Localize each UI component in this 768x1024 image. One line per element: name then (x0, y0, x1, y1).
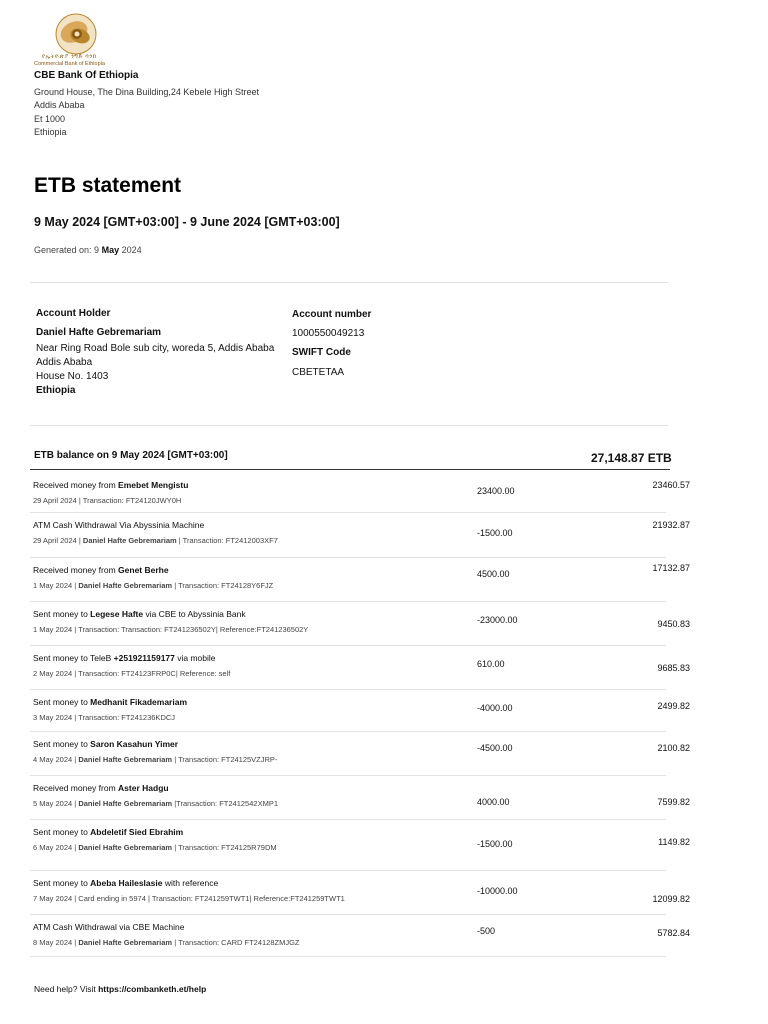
transaction-amount: 610.00 (477, 659, 505, 669)
transaction-amount: -500 (477, 926, 496, 936)
transaction-row (30, 821, 690, 865)
transaction-description: Received money from Aster Hadgu (33, 783, 169, 793)
logo-amharic-text: የኢትዮጵያ ንግድ ባንክ (42, 54, 97, 60)
transaction-description: Sent money to Abdeletif Sied Ebrahim (33, 827, 184, 837)
row-divider (30, 819, 666, 820)
transaction-balance: 2100.82 (657, 743, 690, 753)
transaction-amount: -4000.00 (477, 703, 513, 713)
transaction-row (30, 603, 690, 647)
transaction-row (30, 691, 690, 735)
bank-logo (34, 12, 124, 68)
bank-address-line: Addis Ababa (34, 100, 85, 110)
transaction-amount: -1500.00 (477, 528, 513, 538)
help-footer (34, 984, 206, 994)
transaction-row (30, 514, 690, 558)
row-divider (30, 601, 666, 602)
transaction-balance: 9450.83 (657, 619, 690, 629)
account-holder-label: Account Holder (36, 308, 111, 319)
transaction-meta: 3 May 2024 | Transaction: FT241236KDCJ (33, 713, 176, 722)
transaction-meta: 1 May 2024 | Transaction: Transaction: FT241236502Y| Reference:FT241236502Y (33, 625, 309, 634)
account-number-label: Account number (292, 309, 372, 320)
transaction-row (30, 872, 690, 916)
transaction-meta: 8 May 2024 | Daniel Hafte Gebremariam | Transaction: CARD FT24128ZMJGZ (33, 938, 300, 947)
row-divider (30, 512, 666, 513)
transaction-description: Sent money to Saron Kasahun Yimer (33, 739, 179, 749)
holder-country: Ethiopia (36, 385, 76, 396)
logo-english-text: Commercial Bank of Ethiopia (34, 61, 105, 67)
row-divider (30, 557, 666, 558)
bank-address-line: Ground House, The Dina Building,24 Kebele High Street (34, 87, 259, 97)
bank-name: CBE Bank Of Ethiopia (34, 70, 139, 81)
row-divider (30, 775, 666, 776)
generated-label: Generated on: 9 (34, 245, 100, 255)
account-number: 1000550049213 (292, 328, 365, 339)
row-divider (30, 870, 666, 871)
transaction-meta: 6 May 2024 | Daniel Hafte Gebremariam | Transaction: FT24125R79DM (33, 843, 277, 852)
statement-title: ETB statement (34, 174, 182, 197)
bank-address-line: Et 1000 (34, 114, 66, 124)
divider (30, 425, 668, 426)
transaction-amount: -1500.00 (477, 839, 513, 849)
balance-label: ETB balance on 9 May 2024 [GMT+03:00] (34, 450, 228, 461)
transaction-balance: 9685.83 (657, 663, 690, 673)
transaction-row (30, 733, 690, 777)
transaction-balance: 17132.87 (652, 563, 690, 573)
transaction-meta: 29 April 2024 | Daniel Hafte Gebremariam | Transaction: FT2412003XF7 (33, 536, 278, 545)
generated-date (34, 245, 142, 255)
generated-year: 2024 (121, 245, 142, 255)
holder-address-line: House No. 1403 (36, 371, 109, 382)
balance-divider (30, 469, 670, 470)
transaction-description: Sent money to Abeba Haileslasie with reference (33, 878, 219, 888)
transaction-amount: -10000.00 (477, 886, 518, 896)
transaction-row (30, 916, 690, 960)
transaction-row (30, 777, 690, 821)
transaction-amount: 4500.00 (477, 569, 510, 579)
transaction-balance: 5782.84 (657, 928, 690, 938)
transaction-description: ATM Cash Withdrawal via CBE Machine (33, 922, 185, 932)
transaction-row (30, 647, 690, 691)
transaction-balance: 2499.82 (657, 701, 690, 711)
row-divider (30, 956, 666, 957)
row-divider (30, 914, 666, 915)
divider (30, 282, 668, 283)
transaction-meta: 5 May 2024 | Daniel Hafte Gebremariam |Transaction: FT2412542XMP1 (33, 799, 278, 808)
swift-code-label: SWIFT Code (292, 347, 351, 358)
transaction-amount: 4000.00 (477, 797, 510, 807)
transaction-description: Sent money to Medhanit Fikademariam (33, 697, 188, 707)
transaction-meta: 4 May 2024 | Daniel Hafte Gebremariam | Transaction: FT24125VZJRP- (33, 755, 278, 764)
holder-address-line: Addis Ababa (36, 357, 93, 368)
transaction-balance: 21932.87 (652, 520, 690, 530)
swift-code: CBETETAA (292, 367, 345, 378)
statement-period: 9 May 2024 [GMT+03:00] - 9 June 2024 [GMT+03:00] (34, 215, 340, 229)
transaction-meta: 29 April 2024 | Transaction: FT24120JWY0H (33, 496, 182, 505)
help-text: Need help? Visit (34, 984, 99, 994)
transaction-balance: 7599.82 (657, 797, 690, 807)
cbe-logo-icon (54, 12, 98, 56)
transaction-amount: -4500.00 (477, 743, 513, 753)
transaction-balance: 1149.82 (658, 837, 690, 847)
row-divider (30, 731, 666, 732)
transaction-balance: 23460.57 (652, 480, 690, 490)
account-holder-name: Daniel Hafte Gebremariam (36, 327, 162, 338)
transaction-description: Sent money to TeleB +251921159177 via mobile (33, 653, 216, 663)
transaction-description: Received money from Emebet Mengistu (33, 480, 189, 490)
balance-amount: 27,148.87 ETB (591, 451, 672, 465)
holder-address-line: Near Ring Road Bole sub city, woreda 5, Addis Ababa (36, 343, 275, 354)
transaction-balance: 12099.82 (652, 894, 690, 904)
generated-month: May (101, 245, 120, 255)
row-divider (30, 645, 666, 646)
transaction-amount: 23400.00 (477, 486, 515, 496)
transaction-description: ATM Cash Withdrawal Via Abyssinia Machine (33, 520, 205, 530)
transaction-amount: -23000.00 (477, 615, 518, 625)
help-link[interactable]: https://combanketh.et/help (98, 984, 207, 994)
transaction-description: Received money from Genet Berhe (33, 565, 169, 575)
transaction-meta: 7 May 2024 | Card ending in 5974 | Transaction: FT241259TWT1| Reference:FT241259TWT1 (33, 894, 345, 903)
bank-address-line: Ethiopia (34, 127, 67, 137)
transaction-meta: 2 May 2024 | Transaction: FT24123FRP0C| Reference: self (33, 669, 231, 678)
transaction-description: Sent money to Legese Hafte via CBE to Abyssinia Bank (33, 609, 246, 619)
row-divider (30, 689, 666, 690)
transaction-row (30, 559, 690, 603)
transaction-meta: 1 May 2024 | Daniel Hafte Gebremariam | Transaction: FT24128Y6FJZ (33, 581, 274, 590)
